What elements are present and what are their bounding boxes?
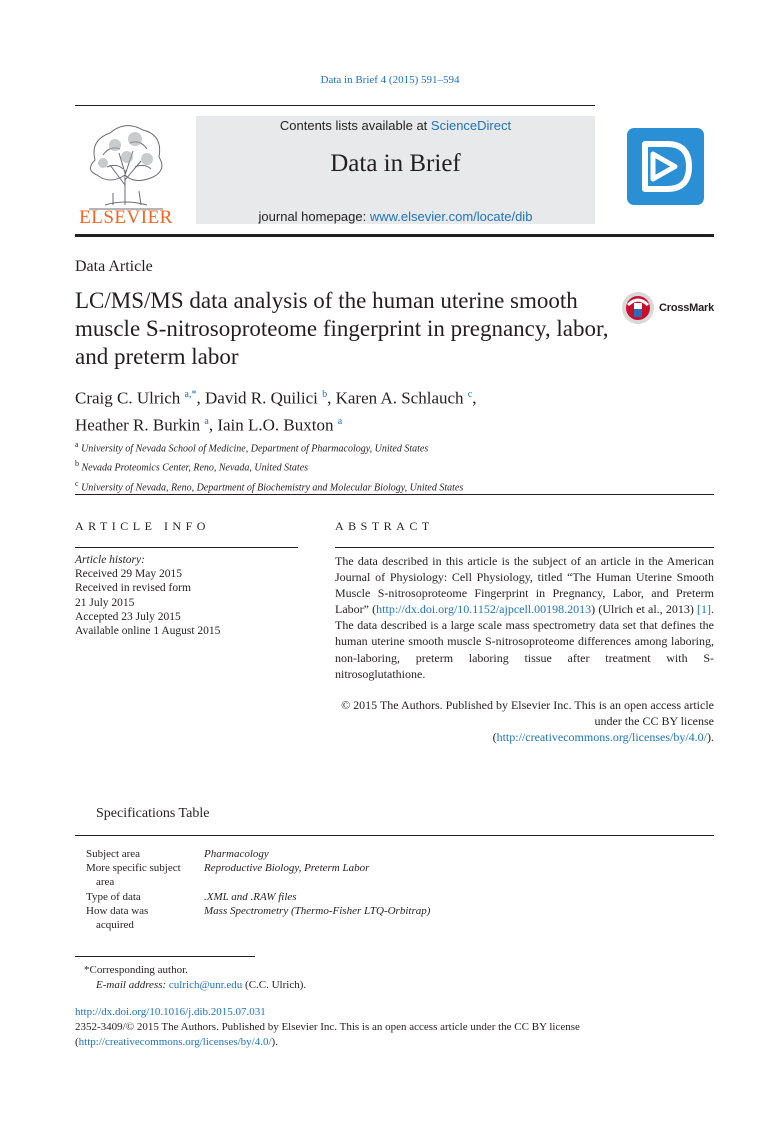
abstract-copyright xyxy=(335,697,714,745)
author-marks[interactable]: a,* xyxy=(184,389,197,400)
author-name[interactable]: Heather R. Burkin xyxy=(75,415,201,435)
affiliation xyxy=(75,476,675,495)
spec-value: Mass Spectrometry (Thermo-Fisher LTQ-Orbitrap) xyxy=(204,905,431,917)
homepage-line xyxy=(196,209,595,224)
abstract-heading: ABSTRACT xyxy=(335,519,434,533)
history-item: 21 July 2015 xyxy=(75,596,135,609)
copyright-text: © 2015 The Authors. Published by Elsevier Inc. This is an open access article under the CC BY license xyxy=(341,698,714,729)
article-type: Data Article xyxy=(75,258,153,275)
spec-value: Pharmacology xyxy=(204,848,269,860)
table-row xyxy=(75,847,715,861)
spec-value: .XML and .RAW files xyxy=(204,891,297,903)
author-marks[interactable]: a xyxy=(204,415,209,427)
abstract-rule xyxy=(335,547,714,548)
specifications-rule xyxy=(75,835,714,836)
section-rule xyxy=(75,494,714,495)
copyright-close: ). xyxy=(707,730,714,745)
issn-license-line xyxy=(75,1020,715,1050)
abstract-body xyxy=(335,553,714,682)
footnote-rule xyxy=(75,956,255,957)
author-name[interactable]: Craig C. Ulrich xyxy=(75,388,181,408)
article-title: LC/MS/MS data analysis of the human uterine smooth muscle S-nitrosoproteome fingerprint in pregnancy, labor, and preterm labor xyxy=(75,288,609,369)
affiliations xyxy=(75,437,675,495)
issn-text: 2352-3409/© 2015 The Authors. Published by Elsevier Inc. This is an open access article under the CC BY license xyxy=(75,1021,580,1033)
spec-key: Type of data xyxy=(86,891,141,903)
author-name[interactable]: Karen A. Schlauch xyxy=(335,388,464,408)
journal-title: Data in Brief xyxy=(330,150,461,177)
author-marks[interactable]: a xyxy=(337,415,343,427)
abstract-text: . The data described is a large scale mass spectrometry data set that defines the human uterine smooth muscle S-nitrosoproteome differences among laboring, non-laboring, preterm laboring tissue after treatment with S-nitrosoglutathione. xyxy=(335,602,714,681)
license-close: ). xyxy=(271,1036,278,1048)
author-list: Craig C. Ulrich $^{a,*}$, David R. Quilici $^b$, Karen A. Schlauch $^c$, Heather R. Burkin $^a$, Iain L.O. Buxton $^a$ xyxy=(75,388,477,435)
table-row xyxy=(75,861,715,890)
history-item: Available online 1 August 2015 xyxy=(75,625,221,638)
affiliation-mark: c xyxy=(75,478,79,488)
header-thick-rule xyxy=(75,234,714,237)
article-history xyxy=(75,553,305,638)
article-info-rule xyxy=(75,547,298,548)
spec-key: How data was acquired xyxy=(86,905,149,932)
affiliation-mark: b xyxy=(75,459,79,469)
contents-line xyxy=(196,118,595,133)
history-item: Received 29 May 2015 xyxy=(75,568,182,581)
header-rule xyxy=(75,105,595,106)
email-label: E-mail address: xyxy=(96,979,169,991)
homepage-link[interactable]: www.elsevier.com/locate/dib xyxy=(369,209,533,224)
specifications-title: Specifications Table xyxy=(96,806,210,821)
author-name[interactable]: Iain L.O. Buxton xyxy=(217,415,334,435)
copyright-open: ( xyxy=(492,730,497,745)
crossmark-label[interactable]: CrossMark xyxy=(659,302,715,314)
spec-key: Subject area xyxy=(86,848,141,860)
history-item: Accepted 23 July 2015 xyxy=(75,610,181,623)
journal-reference[interactable]: Data in Brief 4 (2015) 591–594 xyxy=(320,74,460,86)
doi-link[interactable]: http://dx.doi.org/10.1016/j.dib.2015.07.031 xyxy=(75,1006,266,1018)
table-row xyxy=(75,890,715,904)
article-info-heading: ARTICLE INFO xyxy=(75,519,210,533)
author-name[interactable]: David R. Quilici xyxy=(205,388,318,408)
data-in-brief-logo-icon xyxy=(627,128,704,205)
abstract-text: The data described in this article is the subject of an article in the American Journal of Physiology: Cell Physiology, titled “The Human Uterine Smooth Muscle S-nitrosoproteome Fingerprint in Pregnancy, Labor, and Preterm Labor” ( xyxy=(335,554,714,617)
abstract-doi-link[interactable]: http://dx.doi.org/10.1152/ajpcell.00198.2013 xyxy=(376,602,592,617)
spec-key: More specific subject area xyxy=(86,862,181,889)
corresponding-author-note: *Corresponding author. xyxy=(84,964,188,976)
license-open: ( xyxy=(75,1036,79,1048)
table-row xyxy=(75,904,715,933)
footer-license-link[interactable]: http://creativecommons.org/licenses/by/4.0/ xyxy=(78,1036,272,1048)
affiliation xyxy=(75,437,675,456)
abstract-text: ) (Ulrich et al., 2013) xyxy=(591,602,697,617)
spec-value: Reproductive Biology, Preterm Labor xyxy=(204,862,370,874)
affiliation-text: University of Nevada School of Medicine, Department of Pharmacology, United States xyxy=(81,443,429,455)
history-label: Article history: xyxy=(75,554,145,566)
sciencedirect-link[interactable]: ScienceDirect xyxy=(430,118,512,133)
reference-link[interactable]: [1] xyxy=(697,602,711,617)
email-suffix: (C.C. Ulrich). xyxy=(242,979,307,991)
specifications-table xyxy=(75,847,715,933)
affiliation-text: University of Nevada, Reno, Department of Biochemistry and Molecular Biology, United States xyxy=(81,481,464,493)
author-marks[interactable]: b xyxy=(322,389,328,400)
affiliation-mark: a xyxy=(75,440,79,449)
email-line xyxy=(96,979,306,991)
history-item: Received in revised form xyxy=(75,582,191,595)
affiliation-text: Nevada Proteomics Center, Reno, Nevada, United States xyxy=(81,462,309,474)
elsevier-wordmark: ELSEVIER xyxy=(79,207,173,228)
homepage-prefix: journal homepage: xyxy=(258,209,370,224)
affiliation xyxy=(75,456,675,475)
email-link[interactable]: culrich@unr.edu xyxy=(168,979,243,991)
license-link[interactable]: http://creativecommons.org/licenses/by/4.0/ xyxy=(496,730,707,745)
contents-prefix: Contents lists available at xyxy=(279,118,431,133)
author-marks[interactable]: c xyxy=(467,389,473,400)
